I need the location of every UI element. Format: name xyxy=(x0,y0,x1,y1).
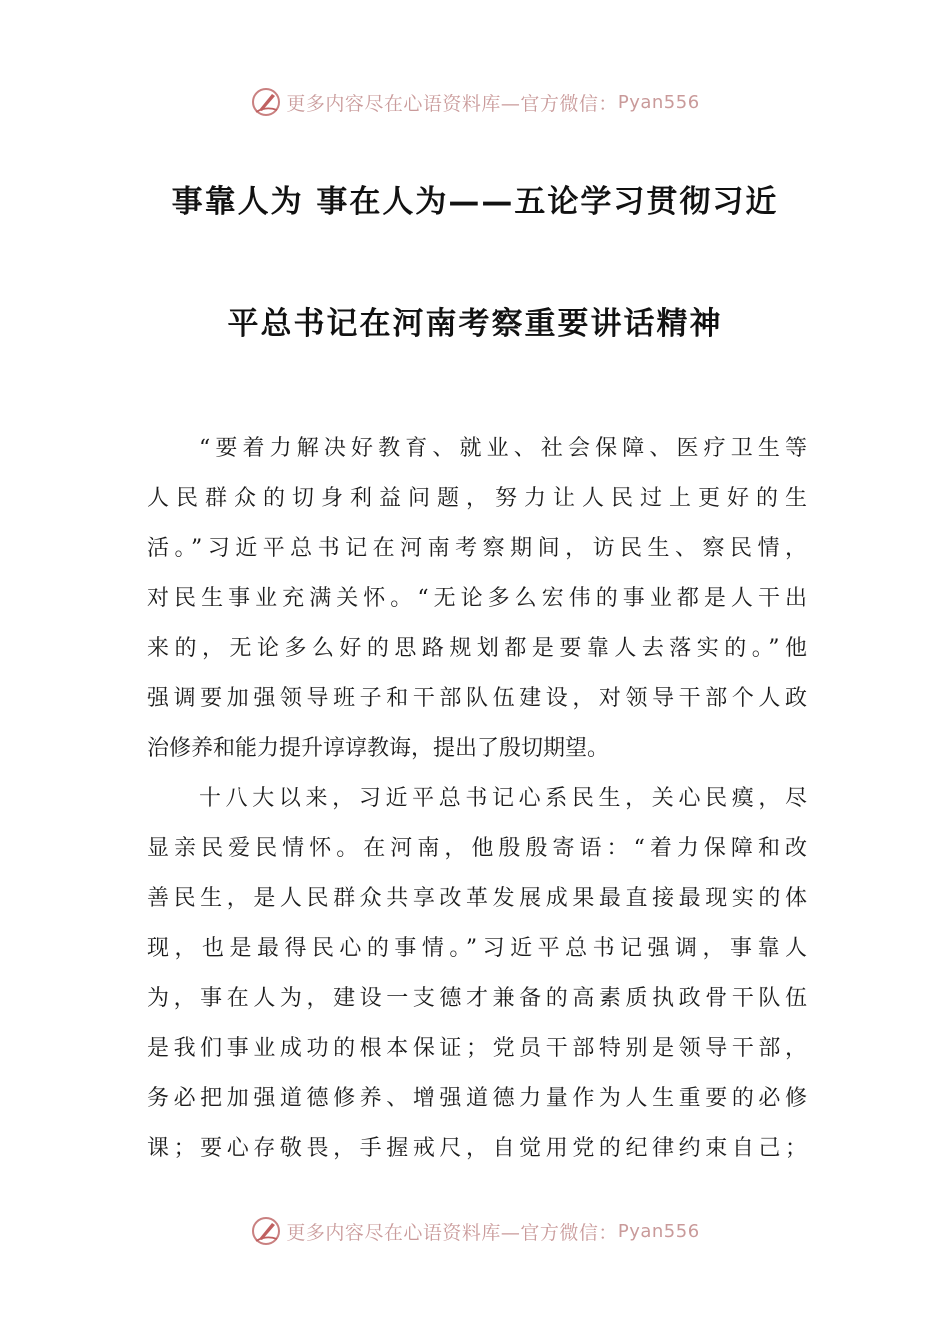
body-line: 治修养和能力提升谆谆教诲，提出了殷切期望。 xyxy=(147,736,610,761)
quill-logo-icon xyxy=(250,86,282,118)
body-line: 强调要加强领导班子和干部队伍建设，对领导干部个人政 xyxy=(147,686,807,711)
body-line: 活。”习近平总书记在河南考察期间，访民生、察民情， xyxy=(147,536,807,561)
body-line: 来的，无论多么好的思路规划都是要靠人去落实的。”他 xyxy=(147,636,807,661)
body-line: 善民生，是人民群众共享改革发展成果最直接最现实的体 xyxy=(147,886,807,911)
watermark-header xyxy=(0,82,950,122)
watermark-text: 更多内容尽在心语资料库—官方微信： xyxy=(286,92,618,115)
body-line: 课；要心存敬畏，手握戒尺，自觉用党的纪律约束自己； xyxy=(147,1136,807,1161)
body-line: 十八大以来，习近平总书记心系民生，关心民瘼，尽 xyxy=(199,786,807,811)
body-line: 为，事在人为，建设一支德才兼备的高素质执政骨干队伍 xyxy=(147,986,807,1011)
watermark-footer xyxy=(0,1211,950,1251)
quill-logo-icon xyxy=(250,1215,282,1247)
body-line: 务必把加强道德修养、增强道德力量作为人生重要的必修 xyxy=(147,1086,807,1111)
body-line: 人民群众的切身利益问题，努力让人民过上更好的生 xyxy=(147,486,807,511)
body-line: 现，也是最得民心的事情。”习近平总书记强调，事靠人 xyxy=(147,936,807,961)
document-title-line-2: 平总书记在河南考察重要讲话精神 xyxy=(227,306,723,342)
watermark-wechat-id: Pyan556 xyxy=(617,91,700,113)
body-line: 对民生事业充满关怀。“无论多么宏伟的事业都是人干出 xyxy=(147,586,807,611)
document-title-line-1: 事靠人为 事在人为——五论学习贯彻习近 xyxy=(171,184,779,220)
watermark-text: 更多内容尽在心语资料库—官方微信： xyxy=(286,1221,618,1244)
body-line: “要着力解决好教育、就业、社会保障、医疗卫生等 xyxy=(199,436,807,461)
watermark-wechat-id: Pyan556 xyxy=(617,1220,700,1242)
body-line: 显亲民爱民情怀。在河南，他殷殷寄语：“着力保障和改 xyxy=(147,836,807,861)
body-line: 是我们事业成功的根本保证；党员干部特别是领导干部， xyxy=(147,1036,807,1061)
